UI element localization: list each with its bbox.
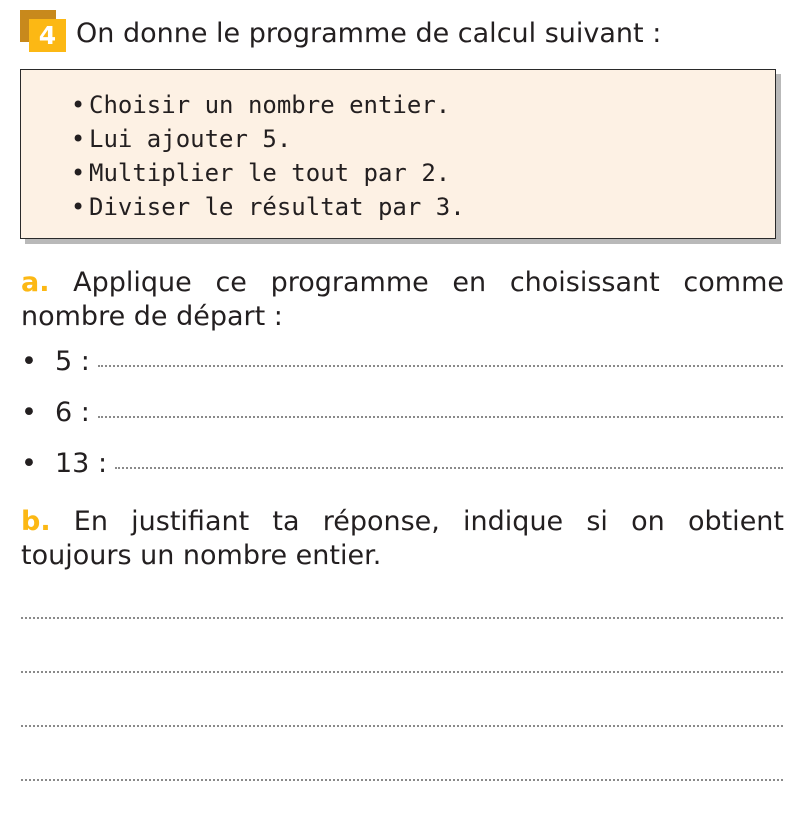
program-step-text: Lui ajouter 5. xyxy=(89,125,292,153)
answer-blank-line[interactable] xyxy=(21,617,783,619)
bullet-icon: • xyxy=(21,448,37,479)
program-step xyxy=(71,88,465,122)
answer-label: 13 : xyxy=(55,448,108,479)
program-step-text: Choisir un nombre entier. xyxy=(89,91,451,119)
bullet-icon: • xyxy=(71,159,86,187)
answer-blank-line[interactable] xyxy=(21,671,783,673)
answer-dotted-line[interactable] xyxy=(98,365,783,367)
question-a-letter: a. xyxy=(21,267,50,298)
question-b-letter: b. xyxy=(21,506,51,537)
program-steps xyxy=(71,88,465,224)
answer-label: 6 : xyxy=(55,397,90,428)
program-step xyxy=(71,190,465,224)
question-b-text: En justifiant ta réponse, indique si on obtient toujours un nombre entier. xyxy=(21,506,784,571)
answer-blank-line[interactable] xyxy=(21,779,783,781)
bullet-icon: • xyxy=(21,346,37,377)
program-step-text: Diviser le résultat par 3. xyxy=(89,193,465,221)
question-a-text: Applique ce programme en choisissant comme nombre de départ : xyxy=(21,267,784,332)
answer-dotted-line[interactable] xyxy=(115,467,783,469)
exercise-intro: On donne le programme de calcul suivant : xyxy=(76,18,662,49)
answer-row-13 xyxy=(21,446,783,482)
bullet-icon: • xyxy=(71,91,86,119)
bullet-icon: • xyxy=(71,193,86,221)
answer-row-5 xyxy=(21,344,783,380)
question-a xyxy=(21,266,784,334)
question-b xyxy=(21,505,784,573)
exercise-number-badge xyxy=(20,10,66,52)
bullet-icon: • xyxy=(71,125,86,153)
program-box xyxy=(20,69,776,239)
answer-dotted-line[interactable] xyxy=(98,416,783,418)
exercise-number: 4 xyxy=(29,19,66,52)
program-step-text: Multiplier le tout par 2. xyxy=(89,159,451,187)
program-step xyxy=(71,122,465,156)
exercise-header xyxy=(20,10,790,54)
answer-row-6 xyxy=(21,395,783,431)
answer-label: 5 : xyxy=(55,346,90,377)
bullet-icon: • xyxy=(21,397,37,428)
answer-blank-line[interactable] xyxy=(21,725,783,727)
program-step xyxy=(71,156,465,190)
